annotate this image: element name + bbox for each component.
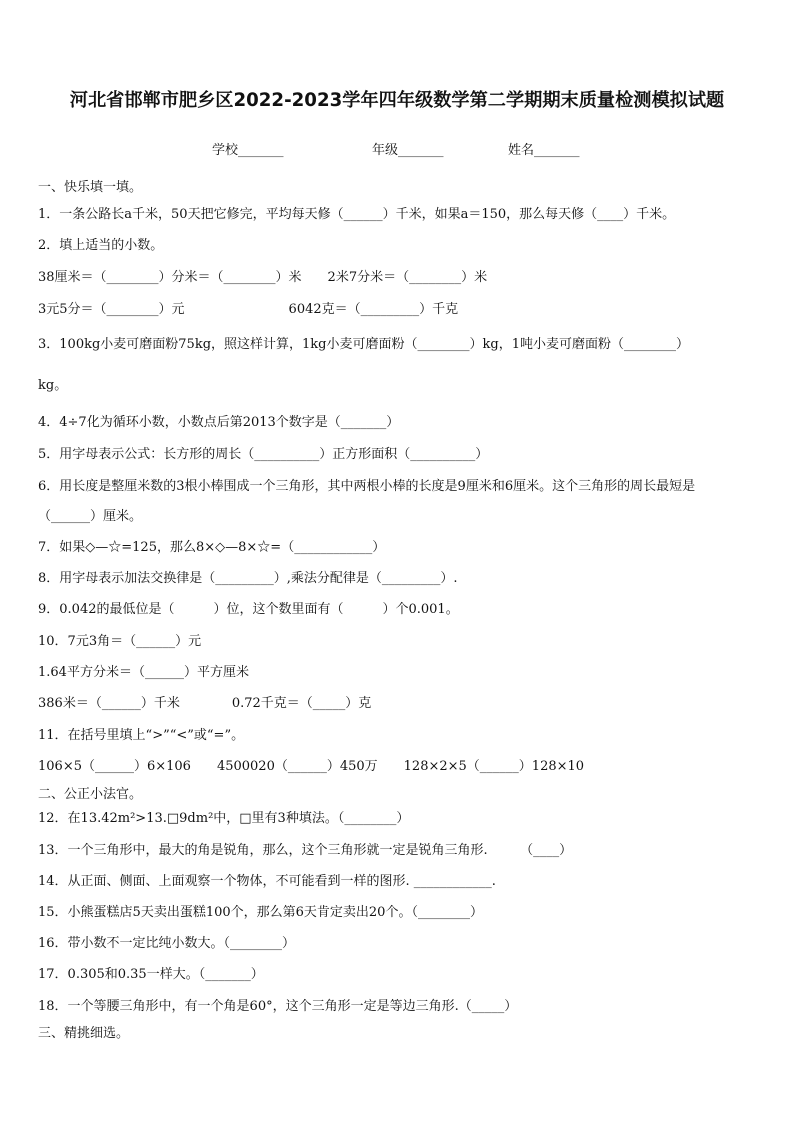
question-4: 4．4÷7化为循环小数，小数点后第2013个数字是（_______） bbox=[38, 415, 400, 430]
question-10-line-c: 386米＝（______）千米 0.72千克＝（_____）克 bbox=[38, 696, 372, 711]
question-13: 13．一个三角形中，最大的角是锐角，那么，这个三角形就一定是锐角三角形. （____） bbox=[38, 843, 573, 858]
question-6: 6．用长度是整厘米数的3根小棒围成一个三角形，其中两根小棒的长度是9厘米和6厘米。这个三角形的周长最短是 bbox=[38, 479, 696, 494]
question-18: 18．一个等腰三角形中，有一个角是60°，这个三角形一定是等边三角形.（_____） bbox=[38, 999, 518, 1014]
grade-field: 年级_______ bbox=[372, 143, 444, 158]
question-6-cont: （______）厘米。 bbox=[38, 509, 143, 524]
school-field: 学校_______ bbox=[212, 143, 284, 158]
exam-title: 河北省邯郸市肥乡区2022-2023学年四年级数学第二学期期末质量检测模拟试题 bbox=[69, 90, 725, 111]
question-11: 11．在括号里填上“>”“<”或“=”。 bbox=[38, 728, 245, 743]
question-5: 5．用字母表示公式：长方形的周长（__________）正方形面积（__________） bbox=[38, 447, 489, 462]
question-17: 17．0.305和0.35一样大。（_______） bbox=[38, 967, 264, 982]
name-field: 姓名_______ bbox=[508, 143, 580, 158]
question-16: 16．带小数不一定比纯小数大。（________） bbox=[38, 936, 296, 951]
question-3-cont: kg。 bbox=[38, 378, 68, 393]
section-heading-1: 一、快乐填一填。 bbox=[38, 180, 143, 195]
question-7: 7．如果◇—☆=125，那么8×◇—8×☆=（____________） bbox=[38, 540, 386, 555]
question-8: 8．用字母表示加法交换律是（_________）,乘法分配律是（_________）. bbox=[38, 571, 458, 586]
question-2-line-b: 3元5分＝（________）元 6042克＝（_________）千克 bbox=[38, 302, 459, 317]
question-10-line-b: 1.64平方分米＝（______）平方厘米 bbox=[38, 665, 249, 680]
question-15: 15．小熊蛋糕店5天卖出蛋糕100个，那么第6天肯定卖出20个。（________） bbox=[38, 905, 483, 920]
question-2: 2．填上适当的小数。 bbox=[38, 238, 164, 253]
question-12: 12．在13.42m²>13.□9dm²中，□里有3种填法。（________） bbox=[38, 811, 410, 826]
question-14: 14．从正面、侧面、上面观察一个物体，不可能看到一样的图形. ____________. bbox=[38, 874, 496, 889]
question-1: 1．一条公路长a千米，50天把它修完，平均每天修（______）千米，如果a＝150，那么每天修（____）千米。 bbox=[38, 207, 676, 222]
question-11-line-b: 106×5（______）6×106 4500020（______）450万 128×2×5（______）128×10 bbox=[38, 759, 585, 774]
question-3: 3．100kg小麦可磨面粉75kg，照这样计算，1kg小麦可磨面粉（________）kg，1吨小麦可磨面粉（________） bbox=[38, 337, 689, 352]
question-2-line-a: 38厘米＝（________）分米＝（________）米 2米7分米＝（________）米 bbox=[38, 270, 488, 285]
section-heading-2: 二、公正小法官。 bbox=[38, 787, 143, 802]
section-heading-3: 三、精挑细选。 bbox=[38, 1026, 130, 1041]
question-9: 9．0.042的最低位是（ ）位，这个数里面有（ ）个0.001。 bbox=[38, 602, 459, 617]
question-10: 10．7元3角＝（______）元 bbox=[38, 634, 202, 649]
